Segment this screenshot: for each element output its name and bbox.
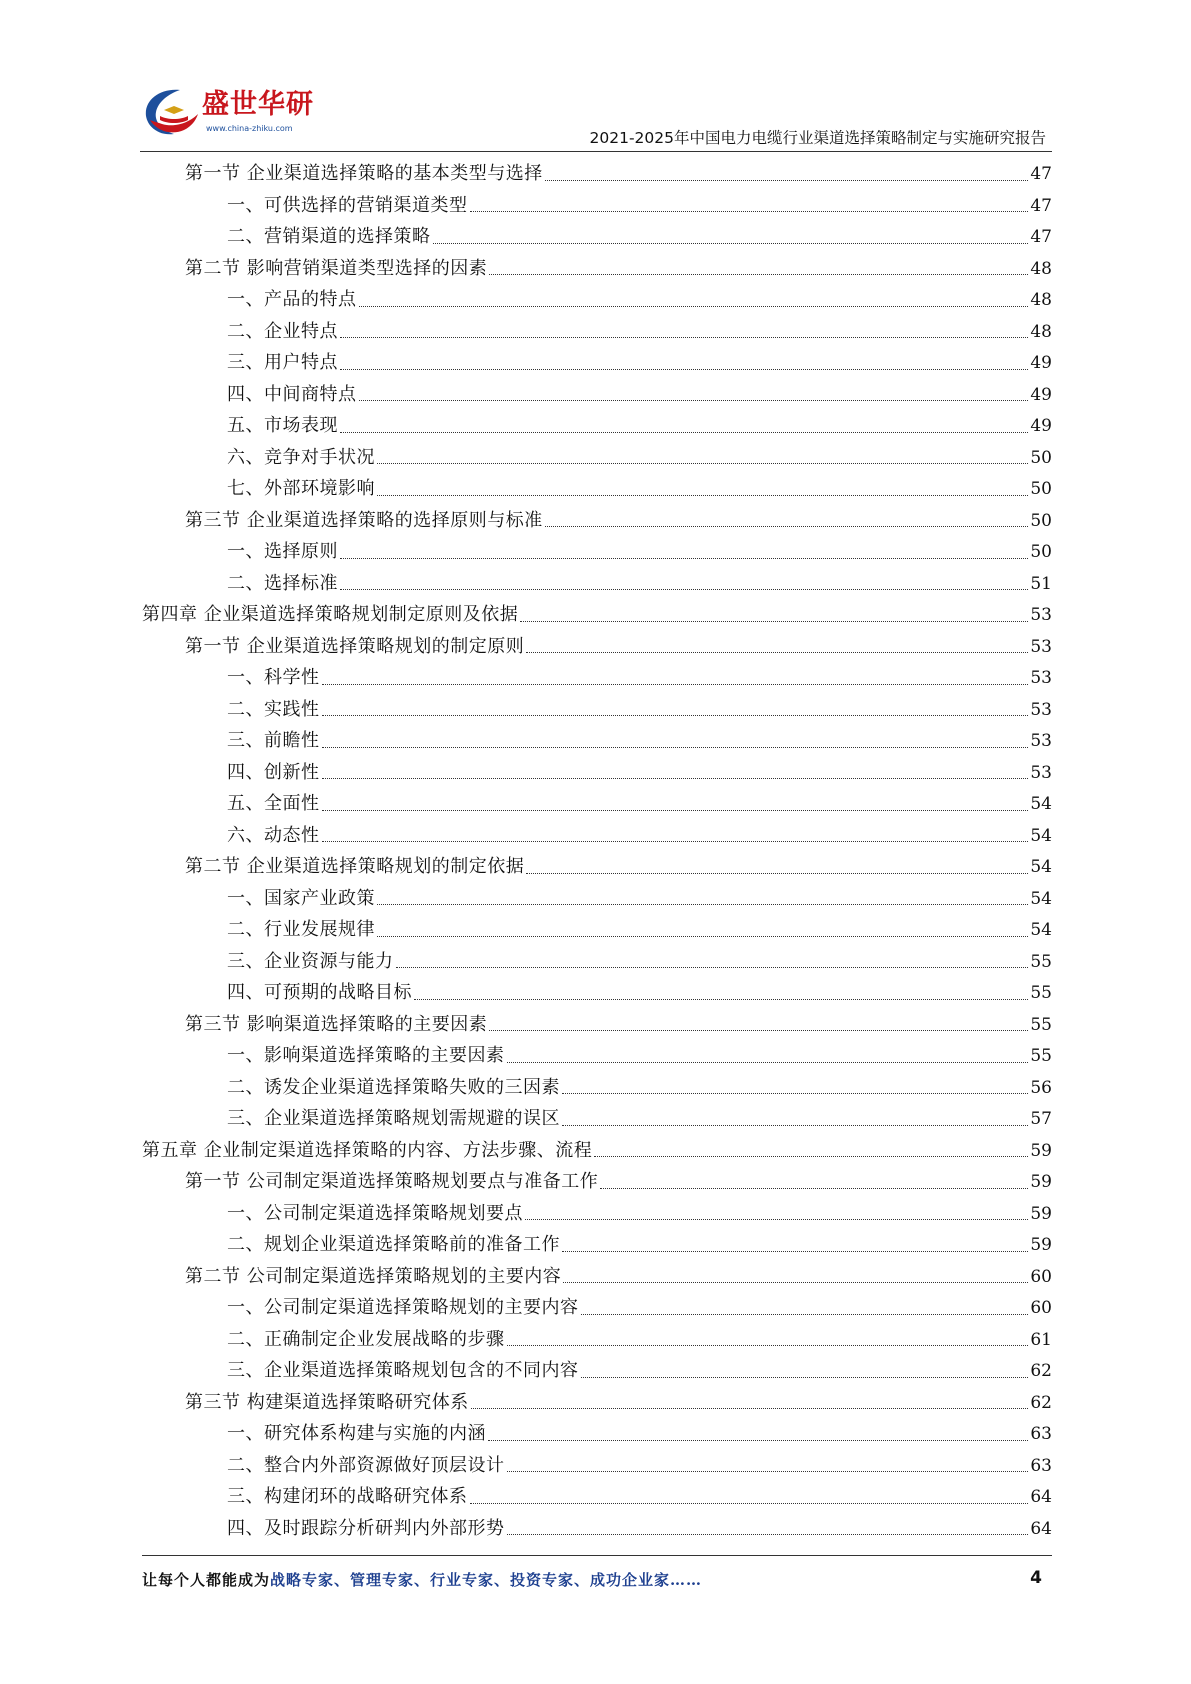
footer-divider xyxy=(142,1555,1052,1556)
toc-entry-label: 第三节 企业渠道选择策略的选择原则与标准 xyxy=(185,509,543,531)
toc-entry-label: 一、影响渠道选择策略的主要因素 xyxy=(227,1045,505,1066)
toc-entry[interactable] xyxy=(142,316,1052,348)
page-header xyxy=(140,78,1052,152)
toc-entry-label: 四、中间商特点 xyxy=(227,383,357,405)
toc-entry[interactable] xyxy=(142,505,1052,537)
toc-entry-page: 54 xyxy=(1030,920,1052,940)
toc-dot-leader xyxy=(563,1281,1028,1283)
toc-entry[interactable] xyxy=(142,1229,1052,1261)
toc-entry-label: 三、企业渠道选择策略规划需规避的误区 xyxy=(227,1108,560,1129)
toc-entry-page: 53 xyxy=(1030,762,1052,783)
logo-text: 盛世华研 xyxy=(202,89,314,120)
slogan-prefix: 让每个人都能成为 xyxy=(142,1571,271,1589)
toc-entry-label: 二、企业特点 xyxy=(227,320,338,342)
toc-entry-page: 59 xyxy=(1030,1172,1052,1192)
toc-entry-label: 二、选择标准 xyxy=(227,572,338,594)
toc-dot-leader xyxy=(377,462,1028,464)
toc-entry-label: 七、外部环境影响 xyxy=(227,478,375,499)
toc-entry[interactable] xyxy=(142,253,1052,285)
toc-dot-leader xyxy=(340,431,1028,433)
toc-dot-leader xyxy=(322,840,1029,842)
toc-entry-label: 三、构建闭环的战略研究体系 xyxy=(227,1486,468,1507)
toc-dot-leader xyxy=(594,1155,1028,1157)
toc-entry-label: 二、诱发企业渠道选择策略失败的三因素 xyxy=(227,1076,560,1098)
toc-entry-page: 53 xyxy=(1030,731,1052,751)
toc-dot-leader xyxy=(545,525,1029,527)
toc-entry-label: 第二节 企业渠道选择策略规划的制定依据 xyxy=(185,856,525,877)
toc-entry-page: 59 xyxy=(1030,1203,1052,1224)
toc-entry-label: 一、公司制定渠道选择策略规划要点 xyxy=(227,1202,523,1224)
toc-dot-leader xyxy=(562,1124,1028,1126)
toc-entry[interactable] xyxy=(142,473,1052,505)
toc-entry-page: 47 xyxy=(1030,164,1052,184)
toc-entry-label: 第五章 企业制定渠道选择策略的内容、方法步骤、流程 xyxy=(142,1139,593,1161)
toc-dot-leader xyxy=(562,1250,1028,1252)
slogan-emphasis: 战略专家、管理专家、行业专家、投资专家、成功企业家…… xyxy=(270,1571,703,1589)
toc-entry-page: 50 xyxy=(1030,447,1052,468)
logo-mark-icon xyxy=(140,86,204,140)
toc-dot-leader xyxy=(359,305,1029,307)
toc-entry-label: 第一节 公司制定渠道选择策略规划要点与准备工作 xyxy=(185,1171,599,1192)
toc-entry[interactable] xyxy=(142,820,1052,852)
toc-dot-leader xyxy=(322,683,1029,685)
toc-entry-label: 六、竞争对手状况 xyxy=(227,446,375,468)
toc-entry-page: 55 xyxy=(1030,1014,1052,1035)
toc-entry-label: 三、企业渠道选择策略规划包含的不同内容 xyxy=(227,1360,579,1381)
toc-dot-leader xyxy=(488,1439,1028,1441)
toc-dot-leader xyxy=(507,1533,1029,1535)
table-of-contents xyxy=(142,158,1052,1544)
toc-entry-page: 60 xyxy=(1030,1298,1052,1318)
toc-entry[interactable] xyxy=(142,757,1052,789)
toc-entry[interactable] xyxy=(142,788,1052,820)
toc-entry[interactable] xyxy=(142,883,1052,915)
toc-entry-page: 59 xyxy=(1030,1140,1052,1161)
toc-entry-label: 一、产品的特点 xyxy=(227,289,357,310)
toc-entry-label: 一、国家产业政策 xyxy=(227,887,375,909)
toc-entry[interactable] xyxy=(142,1324,1052,1356)
toc-entry-page: 54 xyxy=(1030,888,1052,909)
toc-entry[interactable] xyxy=(142,1040,1052,1072)
toc-entry[interactable] xyxy=(142,536,1052,568)
toc-entry-label: 第二节 影响营销渠道类型选择的因素 xyxy=(185,257,488,279)
toc-entry-page: 57 xyxy=(1030,1109,1052,1129)
toc-dot-leader xyxy=(581,1313,1029,1315)
toc-dot-leader xyxy=(489,273,1028,275)
toc-entry-page: 53 xyxy=(1030,636,1052,657)
toc-entry-page: 62 xyxy=(1030,1361,1052,1381)
toc-entry-page: 55 xyxy=(1030,983,1052,1003)
toc-entry-label: 一、选择原则 xyxy=(227,541,338,562)
toc-entry-page: 48 xyxy=(1030,258,1052,279)
toc-entry-page: 49 xyxy=(1030,384,1052,405)
toc-dot-leader xyxy=(581,1376,1029,1378)
toc-dot-leader xyxy=(340,588,1028,590)
toc-entry-page: 54 xyxy=(1030,857,1052,877)
toc-entry-label: 六、动态性 xyxy=(227,824,320,846)
toc-entry[interactable] xyxy=(142,442,1052,474)
toc-entry-page: 53 xyxy=(1030,699,1052,720)
toc-entry-page: 64 xyxy=(1030,1518,1052,1539)
toc-entry-page: 49 xyxy=(1030,416,1052,436)
toc-entry-label: 五、市场表现 xyxy=(227,415,338,436)
toc-entry[interactable] xyxy=(142,1009,1052,1041)
toc-dot-leader xyxy=(526,872,1028,874)
toc-dot-leader xyxy=(414,998,1028,1000)
toc-dot-leader xyxy=(322,714,1029,716)
footer-slogan xyxy=(142,1569,702,1590)
toc-entry[interactable] xyxy=(142,1103,1052,1135)
toc-entry-label: 第二节 公司制定渠道选择策略规划的主要内容 xyxy=(185,1265,562,1287)
toc-dot-leader xyxy=(322,809,1029,811)
toc-entry-label: 四、创新性 xyxy=(227,761,320,783)
toc-dot-leader xyxy=(600,1187,1028,1189)
toc-entry[interactable] xyxy=(142,1387,1052,1419)
toc-entry[interactable] xyxy=(142,568,1052,600)
toc-dot-leader xyxy=(489,1029,1028,1031)
toc-dot-leader xyxy=(433,242,1029,244)
toc-entry[interactable] xyxy=(142,631,1052,663)
toc-entry-label: 三、用户特点 xyxy=(227,352,338,373)
toc-dot-leader xyxy=(340,336,1028,338)
toc-entry[interactable] xyxy=(142,1198,1052,1230)
toc-entry[interactable] xyxy=(142,347,1052,379)
toc-entry-page: 55 xyxy=(1030,1046,1052,1066)
toc-entry[interactable] xyxy=(142,158,1052,190)
toc-entry[interactable] xyxy=(142,1418,1052,1450)
toc-entry[interactable] xyxy=(142,190,1052,222)
toc-dot-leader xyxy=(396,966,1029,968)
toc-entry-label: 二、实践性 xyxy=(227,698,320,720)
toc-entry-page: 64 xyxy=(1030,1487,1052,1507)
toc-entry-page: 49 xyxy=(1030,353,1052,373)
toc-entry-label: 一、公司制定渠道选择策略规划的主要内容 xyxy=(227,1297,579,1318)
toc-entry[interactable] xyxy=(142,946,1052,978)
toc-entry-page: 62 xyxy=(1030,1392,1052,1413)
toc-entry-label: 第四章 企业渠道选择策略规划制定原则及依据 xyxy=(142,604,519,625)
toc-entry-label: 二、整合内外部资源做好顶层设计 xyxy=(227,1454,505,1476)
toc-dot-leader xyxy=(471,1407,1029,1409)
toc-dot-leader xyxy=(322,777,1029,779)
toc-dot-leader xyxy=(520,620,1028,622)
toc-entry-page: 60 xyxy=(1030,1266,1052,1287)
toc-entry-page: 50 xyxy=(1030,510,1052,531)
toc-entry[interactable] xyxy=(142,1261,1052,1293)
toc-entry-page: 51 xyxy=(1030,573,1052,594)
toc-dot-leader xyxy=(377,494,1028,496)
header-divider xyxy=(140,151,1052,152)
toc-entry-page: 54 xyxy=(1030,825,1052,846)
toc-entry-page: 48 xyxy=(1030,321,1052,342)
toc-entry[interactable] xyxy=(142,1135,1052,1167)
toc-entry-label: 第三节 构建渠道选择策略研究体系 xyxy=(185,1391,469,1413)
toc-dot-leader xyxy=(322,746,1029,748)
toc-entry-label: 二、正确制定企业发展战略的步骤 xyxy=(227,1328,505,1350)
toc-entry-page: 63 xyxy=(1030,1424,1052,1444)
toc-dot-leader xyxy=(507,1344,1029,1346)
toc-entry-page: 56 xyxy=(1030,1077,1052,1098)
toc-dot-leader xyxy=(359,399,1029,401)
toc-entry-page: 50 xyxy=(1030,542,1052,562)
toc-dot-leader xyxy=(377,935,1028,937)
toc-entry-page: 47 xyxy=(1030,227,1052,247)
toc-dot-leader xyxy=(525,1218,1028,1220)
toc-dot-leader xyxy=(526,651,1028,653)
toc-dot-leader xyxy=(340,557,1028,559)
toc-entry-page: 61 xyxy=(1030,1329,1052,1350)
toc-dot-leader xyxy=(545,179,1029,181)
toc-entry[interactable] xyxy=(142,662,1052,694)
toc-entry-label: 三、企业资源与能力 xyxy=(227,950,394,972)
toc-entry-label: 三、前瞻性 xyxy=(227,730,320,751)
toc-entry[interactable] xyxy=(142,1450,1052,1482)
toc-entry[interactable] xyxy=(142,379,1052,411)
toc-dot-leader xyxy=(377,903,1028,905)
toc-entry-label: 第三节 影响渠道选择策略的主要因素 xyxy=(185,1013,488,1035)
toc-entry[interactable] xyxy=(142,1072,1052,1104)
toc-entry[interactable] xyxy=(142,1292,1052,1324)
toc-entry-label: 五、全面性 xyxy=(227,793,320,814)
toc-entry[interactable] xyxy=(142,221,1052,253)
toc-entry-page: 54 xyxy=(1030,794,1052,814)
toc-entry[interactable] xyxy=(142,914,1052,946)
logo-url: www.china-zhiku.com xyxy=(206,124,293,133)
toc-entry[interactable] xyxy=(142,1513,1052,1545)
toc-entry-label: 四、及时跟踪分析研判内外部形势 xyxy=(227,1517,505,1539)
toc-entry-label: 一、科学性 xyxy=(227,667,320,688)
page-number: 4 xyxy=(1030,1568,1042,1588)
toc-entry[interactable] xyxy=(142,1481,1052,1513)
toc-entry-page: 48 xyxy=(1030,290,1052,310)
toc-entry-label: 二、行业发展规律 xyxy=(227,919,375,940)
toc-entry-page: 53 xyxy=(1030,605,1052,625)
page-footer xyxy=(142,1569,1052,1599)
toc-dot-leader xyxy=(470,1502,1029,1504)
toc-entry-label: 二、营销渠道的选择策略 xyxy=(227,226,431,247)
toc-entry-page: 50 xyxy=(1030,479,1052,499)
toc-entry-page: 55 xyxy=(1030,951,1052,972)
toc-entry[interactable] xyxy=(142,725,1052,757)
company-logo xyxy=(140,78,320,144)
toc-dot-leader xyxy=(470,210,1029,212)
toc-entry-page: 59 xyxy=(1030,1235,1052,1255)
toc-entry[interactable] xyxy=(142,284,1052,316)
toc-entry-label: 四、可预期的战略目标 xyxy=(227,982,412,1003)
toc-entry[interactable] xyxy=(142,599,1052,631)
toc-entry[interactable] xyxy=(142,977,1052,1009)
toc-entry-label: 第一节 企业渠道选择策略规划的制定原则 xyxy=(185,635,525,657)
toc-entry-label: 二、规划企业渠道选择策略前的准备工作 xyxy=(227,1234,560,1255)
toc-entry-label: 一、研究体系构建与实施的内涵 xyxy=(227,1423,486,1444)
toc-entry-label: 一、可供选择的营销渠道类型 xyxy=(227,194,468,216)
toc-dot-leader xyxy=(340,368,1028,370)
toc-dot-leader xyxy=(562,1092,1028,1094)
toc-entry-label: 第一节 企业渠道选择策略的基本类型与选择 xyxy=(185,163,543,184)
toc-entry-page: 63 xyxy=(1030,1455,1052,1476)
toc-dot-leader xyxy=(507,1470,1029,1472)
toc-dot-leader xyxy=(507,1061,1029,1063)
report-title: 2021-2025年中国电力电缆行业渠道选择策略制定与实施研究报告 xyxy=(589,129,1046,147)
toc-entry[interactable] xyxy=(142,410,1052,442)
toc-entry[interactable] xyxy=(142,1355,1052,1387)
toc-entry-page: 53 xyxy=(1030,668,1052,688)
toc-entry[interactable] xyxy=(142,1166,1052,1198)
toc-entry[interactable] xyxy=(142,694,1052,726)
toc-entry-page: 47 xyxy=(1030,195,1052,216)
toc-entry[interactable] xyxy=(142,851,1052,883)
